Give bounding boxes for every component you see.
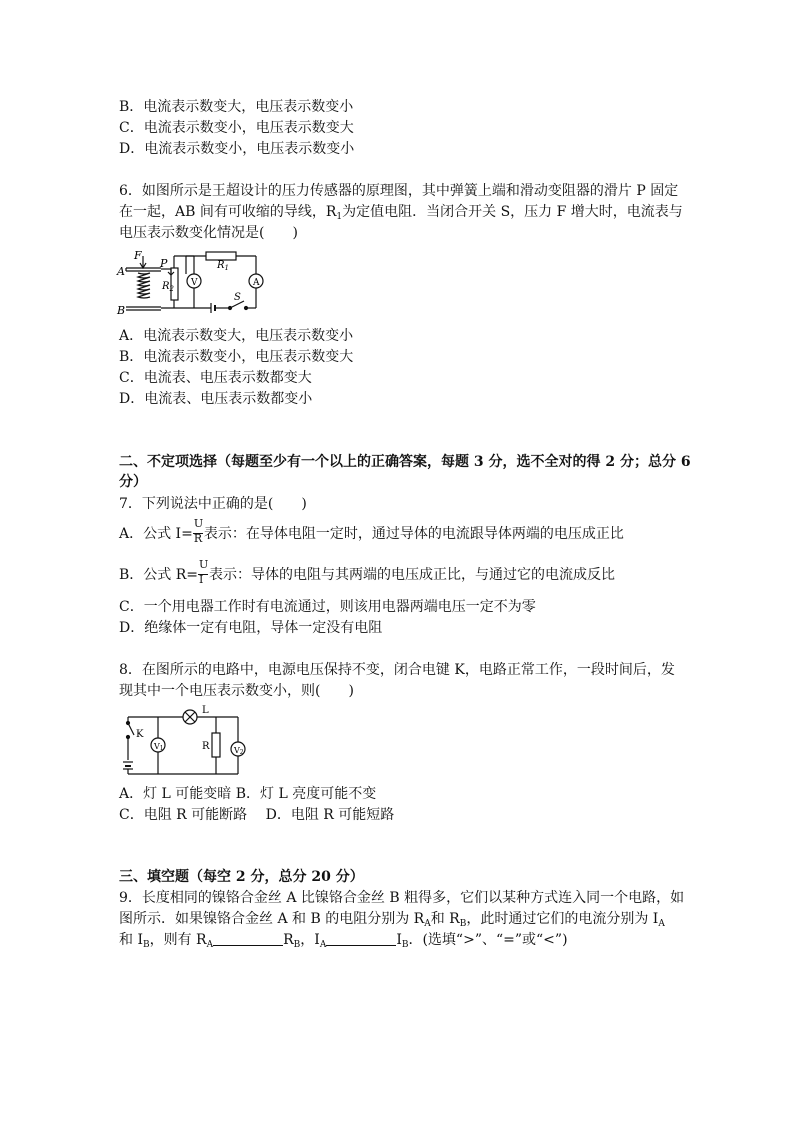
q9-blank-resistance[interactable]	[213, 931, 283, 946]
q8-fig-label-r: R	[202, 741, 210, 752]
q6-fig-voltmeter-label: V	[191, 278, 198, 288]
section2-heading-line1: 二、不定项选择（每题至少有一个以上的正确答案，每题 3 分，选不全对的得 2 分；总分 6	[119, 454, 691, 470]
q6-option-a: A．电流表示数变大，电压表示数变小	[119, 328, 354, 344]
q8-fig-label-k: K	[136, 729, 144, 740]
q5-option-c: C．电流表示数变小，电压表示数变大	[119, 120, 354, 136]
q6-stem-line3: 电压表示数变化情况是( )	[119, 225, 298, 241]
q7-fraction-a: $\frac{U}{R}$	[193, 517, 204, 545]
q9-stem-line2: 图所示．如果镍铬合金丝 A 和 B 的电阻分别为 $R_A$和 $R_B$，此时通过它们的电流分别为 $I_A$	[119, 911, 665, 929]
q6-option-c: C．电流表、电压表示数都变大	[119, 370, 312, 386]
q6-stem-line2: 在一起，AB 间有可收缩的导线，$R_1$为定值电阻．当闭合开关 S，压力 F 增大时，电流表与	[119, 204, 683, 222]
q6-circuit-figure	[116, 246, 276, 322]
q6-fig-label-a: A	[117, 265, 125, 278]
q6-fig-label-r1: $R_1$	[217, 260, 229, 272]
section3-heading: 三、填空题（每空 2 分，总分 20 分）	[119, 869, 364, 885]
q6-stem-line1: 6．如图所示是王超设计的压力传感器的原理图，其中弹簧上端和滑动变阻器的滑片 P 固定	[119, 183, 679, 199]
q9-stem-line1: 9．长度相同的镍铬合金丝 A 比镍铬合金丝 B 粗得多，它们以某种方式连入同一个电路，如	[119, 890, 685, 906]
q8-options-cd: C．电阻 R 可能断路 D．电阻 R 可能短路	[119, 807, 395, 823]
q5-option-d: D．电流表示数变小，电压表示数变小	[119, 141, 355, 157]
q6-fig-label-r2: $R_2$	[162, 281, 174, 293]
q7-option-c: C．一个用电器工作时有电流通过，则该用电器两端电压一定不为零	[119, 599, 536, 615]
q7-option-b: B．公式 R= $\frac{U}{I}$ 表示：导体的电阻与其两端的电压成正比，与通过它的电流成反比	[119, 558, 616, 586]
section2-heading-line2: 分）	[119, 474, 147, 490]
q7-fraction-b: $\frac{U}{I}$	[199, 558, 209, 586]
q8-options-ab: A．灯 L 可能变暗 B．灯 L 亮度可能不变	[119, 786, 377, 802]
q9-stem-line3: 和 $I_B$，则有 $R_A$ $R_B$，$I_A$ $I_B$．(选填“>”、“=”或“<”)	[119, 932, 568, 950]
q8-circuit-figure	[118, 702, 258, 780]
q6-option-d: D．电流表、电压表示数都变小	[119, 391, 313, 407]
q8-fig-label-l: L	[202, 705, 209, 716]
q8-stem-line2: 现其中一个电压表示数变小，则( )	[119, 683, 354, 699]
q7-option-d: D．绝缘体一定有电阻，导体一定没有电阻	[119, 620, 383, 636]
q6-fig-ammeter-label: A	[253, 278, 260, 288]
q6-fig-label-p: P	[160, 257, 168, 270]
q6-fig-label-b: B	[117, 304, 126, 317]
q8-fig-v2-label: V2	[234, 746, 244, 756]
q8-fig-v1-label: V1	[154, 742, 164, 752]
q6-fig-label-s: S	[234, 292, 241, 303]
q7-option-a: A．公式 I= $\frac{U}{R}$ 表示：在导体电阻一定时，通过导体的电流跟导体两端的电压成正比	[119, 517, 624, 545]
q6-option-b: B．电流表示数变小，电压表示数变大	[119, 349, 354, 365]
q8-stem-line1: 8．在图所示的电路中，电源电压保持不变，闭合电键 K，电路正常工作，一段时间后，发	[119, 662, 675, 678]
q9-blank-current[interactable]	[326, 931, 396, 946]
q5-option-b: B．电流表示数变大，电压表示数变小	[119, 99, 354, 115]
q7-stem: 7．下列说法中正确的是( )	[119, 496, 307, 512]
q6-fig-label-f: F	[134, 249, 142, 262]
